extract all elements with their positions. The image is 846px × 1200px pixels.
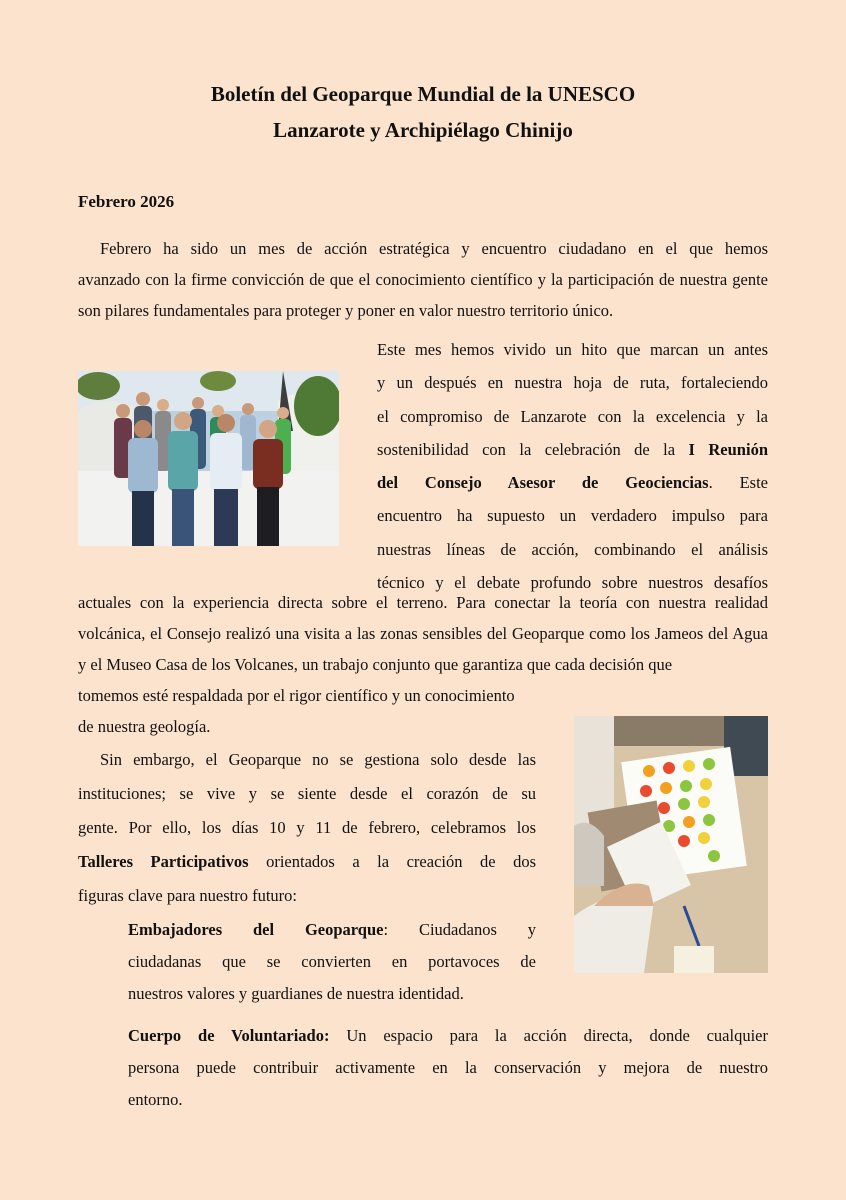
meeting-tail1: tomemos esté respaldada por el rigor científico y un conocimiento xyxy=(78,686,515,705)
workshops-after-bold: orientados a la creación de dos xyxy=(248,852,536,871)
intro-rest: avanzado con la firme convicción de que el conocimiento científico y la participación de nuestra gente son pilares fundamentales para proteger y poner en valor nuestro territorio único. xyxy=(78,270,768,320)
meeting-line: técnico y el debate profundo sobre nuestros desafíos xyxy=(377,573,768,593)
figure-item-voluntariado xyxy=(128,1020,768,1116)
issue-date: Febrero 2026 xyxy=(78,192,175,211)
meeting-line-text: sostenibilidad con la celebración de la xyxy=(377,439,689,459)
meeting-after-bold: . Este xyxy=(708,473,768,493)
figure-line: ciudadanas que se convierten en portavoces de xyxy=(128,952,536,971)
workshops-line-1 xyxy=(78,743,536,777)
workshops-last-line: figuras clave para nuestro futuro: xyxy=(78,886,297,905)
meeting-line-with-bold xyxy=(377,466,768,499)
meeting-line: nuestras líneas de acción, combinando el análisis xyxy=(377,539,768,559)
workshops-line: instituciones; se vive y se siente desde el corazón de su xyxy=(78,784,536,803)
workshops-line-with-bold xyxy=(78,845,536,879)
meeting-tail2: de nuestra geología. xyxy=(78,717,211,736)
figure-line: nuestros valores y guardianes de nuestra identidad. xyxy=(128,984,464,1003)
workshops-line: gente. Por ello, los días 10 y 11 de febrero, celebramos los xyxy=(78,818,536,837)
figure-item-embajadores xyxy=(128,914,536,1010)
workshops-paragraph xyxy=(78,743,536,913)
newsletter-title-line1: Boletín del Geoparque Mundial de la UNESCO xyxy=(210,82,636,106)
figure-line-with-bold xyxy=(128,914,536,946)
meeting-line: encuentro ha supuesto un verdadero impulso para xyxy=(377,506,768,526)
figure-bold: Cuerpo de Voluntariado: xyxy=(128,1026,330,1045)
intro-line1: Febrero ha sido un mes de acción estratégica y encuentro ciudadano en el que hemos xyxy=(100,239,768,258)
meeting-line: y un después en nuestra hoja de ruta, fortaleciendo xyxy=(377,373,768,393)
group-photo-image xyxy=(78,371,339,546)
workshop-photo xyxy=(574,716,768,973)
figure-bold: Embajadores del Geoparque xyxy=(128,920,384,939)
newsletter-title-line2: Lanzarote y Archipiélago Chinijo xyxy=(273,118,573,142)
intro-paragraph xyxy=(78,233,768,326)
figure-line-with-bold xyxy=(128,1020,768,1052)
figure-text: : Ciudadanos y xyxy=(383,920,536,939)
workshops-line-text: Sin embargo, el Geoparque no se gestiona solo desde las xyxy=(100,750,536,769)
workshop-photo-image xyxy=(574,716,768,973)
figure-line: persona puede contribuir activamente en la conservación y mejora de nuestro xyxy=(128,1058,768,1077)
meeting-bold-a: I Reunión xyxy=(688,439,768,459)
meeting-paragraph xyxy=(377,333,768,599)
figure-line: entorno. xyxy=(128,1090,183,1109)
meeting-continued-text: actuales con la experiencia directa sobre el terreno. Para conectar la teoría con nuestra realidad volcánica, el Consejo realizó una visita a las zonas sensibles del Geoparque como los Jameos del Agua y el Museo Casa de los Volcanes, un trabajo conjunto que garantiza que cada decisión que xyxy=(78,593,768,674)
meeting-bold-b: del Consejo Asesor de Geociencias xyxy=(377,473,709,493)
workshops-bold: Talleres Participativos xyxy=(78,852,249,871)
meeting-line: Este mes hemos vivido un hito que marcan un antes xyxy=(377,340,768,359)
group-photo xyxy=(78,371,339,546)
meeting-line: el compromiso de Lanzarote con la excelencia y la xyxy=(377,406,768,426)
meeting-line-with-bold xyxy=(377,433,768,466)
figure-text: Un espacio para la acción directa, donde cualquier xyxy=(329,1026,768,1045)
